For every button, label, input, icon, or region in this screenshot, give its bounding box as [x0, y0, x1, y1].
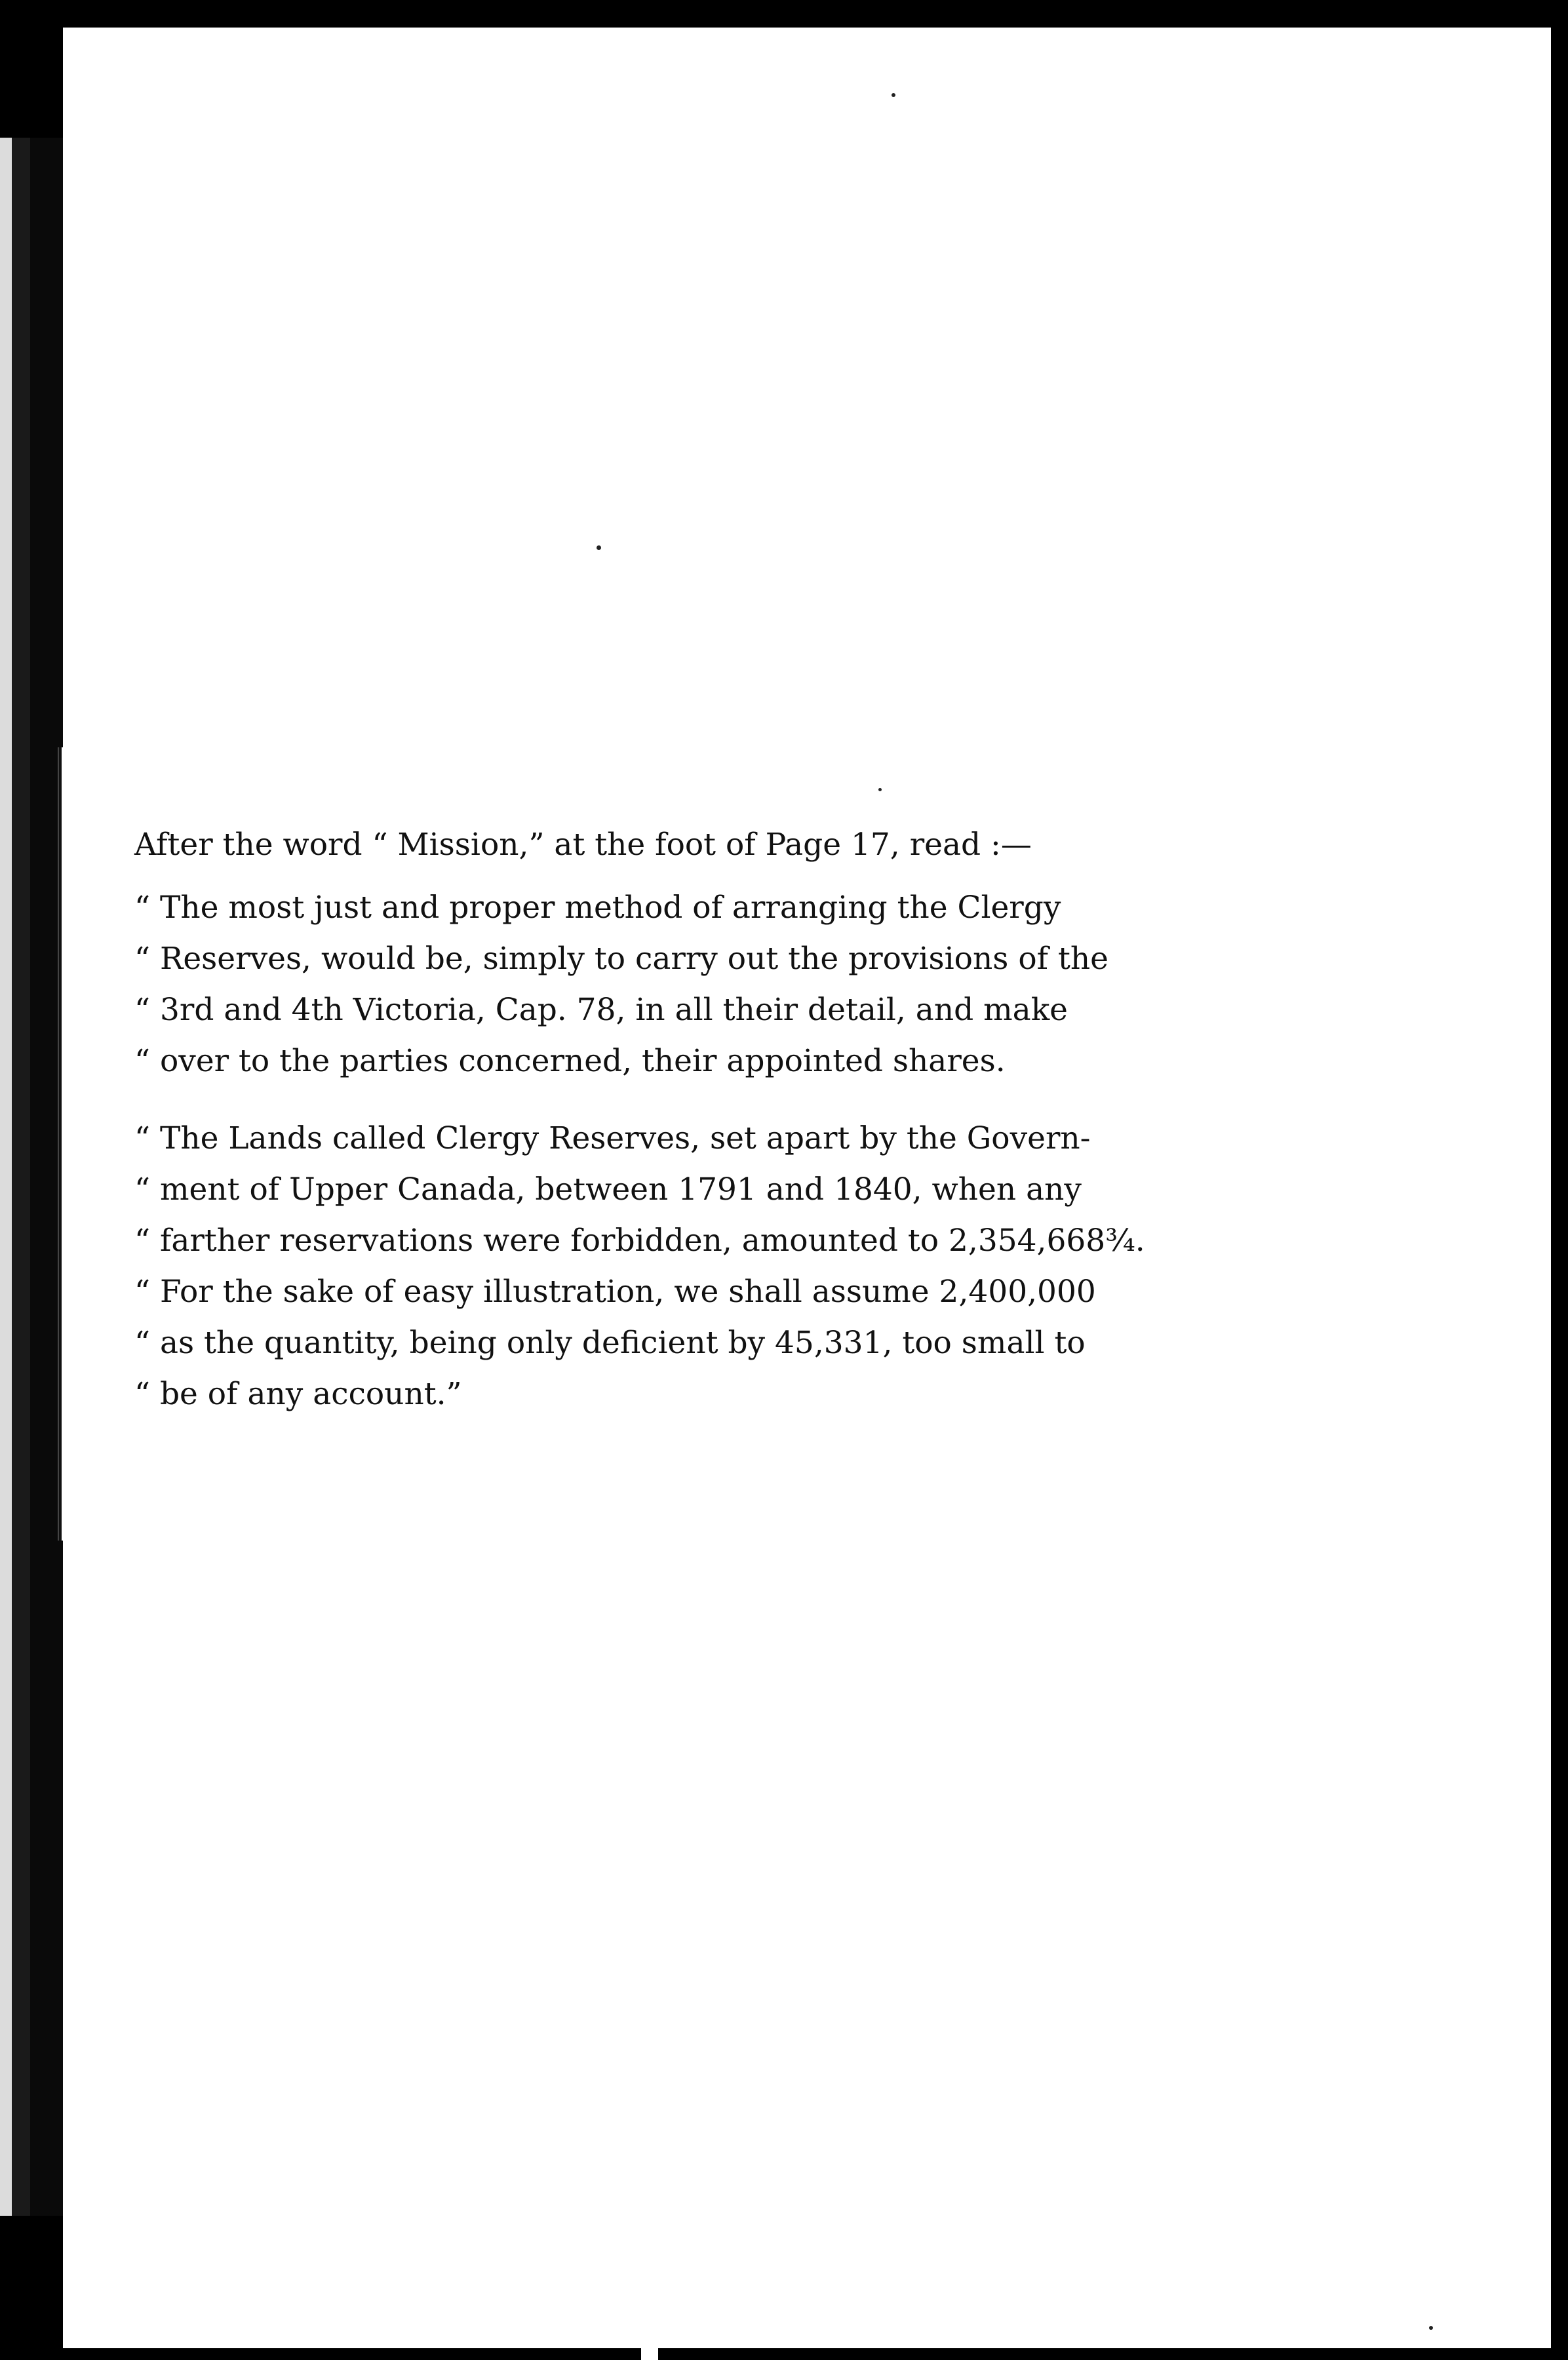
quote-line: “ The Lands called Clergy Reserves, set apart by the Govern- [134, 1120, 1091, 1156]
quote-line: “ 3rd and 4th Victoria, Cap. 78, in all their detail, and make [134, 992, 1068, 1028]
erratum-heading-text: After the word “ Mission,” at the foot of Page 17, read :— [134, 827, 1032, 863]
quote-line: “ For the sake of easy illustration, we shall assume 2,400,000 [134, 1274, 1096, 1310]
scan-speck [878, 788, 882, 791]
binding-edge [0, 138, 63, 2216]
erratum-text [134, 819, 1145, 1446]
quote-line: “ The most just and proper method of arranging the Clergy [134, 890, 1061, 926]
quote-paragraph-2 [134, 1113, 1145, 1420]
quote-line: “ farther reservations were forbidden, amounted to 2,354,668¾. [134, 1223, 1145, 1259]
scan-notch [641, 2334, 658, 2360]
quote-line: “ ment of Upper Canada, between 1791 and 1840, when any [134, 1171, 1082, 1208]
quote-line: “ as the quantity, being only deficient by 45,331, too small to [134, 1325, 1086, 1361]
scan-speck [1429, 2326, 1433, 2330]
scan-speck [597, 545, 601, 550]
erratum-heading [134, 819, 1032, 871]
quote-line: “ be of any account.” [134, 1376, 462, 1412]
binding-margin [0, 138, 12, 2216]
binding-strip [12, 138, 30, 2216]
quote-line: “ over to the parties concerned, their appointed shares. [134, 1043, 1006, 1079]
quote-line: “ Reserves, would be, simply to carry out the provisions of the [134, 941, 1108, 977]
scan-speck [892, 93, 895, 97]
quote-paragraph-1 [134, 882, 1108, 1087]
